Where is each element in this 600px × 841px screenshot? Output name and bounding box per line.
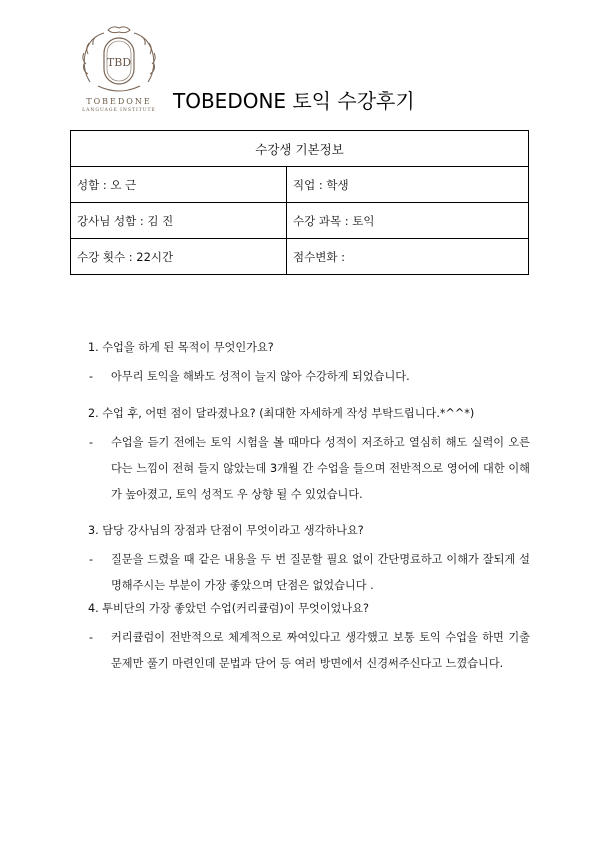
table-row	[71, 239, 529, 275]
student-name-cell: 성함 : 오 근	[71, 167, 287, 203]
table-header-row	[71, 131, 529, 167]
answer-3-text: 질문을 드렸을 때 같은 내용을 두 번 질문할 필요 없이 간단명료하고 이해가 잘되게 설명해주시는 부분이 가장 좋았으며 단점은 없었습니다 .	[111, 553, 530, 592]
logo-name: TOBEDONE	[86, 97, 152, 106]
bullet-dash: -	[89, 436, 94, 449]
score-change-cell: 점수변화 :	[287, 239, 529, 275]
question-4: 4. 투비단의 가장 좋았던 수업(커리큘럼)이 무엇이었나요?	[88, 602, 369, 615]
question-2: 2. 수업 후, 어떤 점이 달라졌나요? (최대한 자세하게 작성 부탁드립니다.*^^*)	[88, 407, 475, 420]
question-3: 3. 담당 강사님의 장점과 단점이 무엇이라고 생각하나요?	[88, 524, 364, 537]
class-hours-cell: 수강 횟수 : 22시간	[71, 239, 287, 275]
answer-4	[80, 625, 530, 677]
crest-icon	[78, 24, 160, 96]
occupation-cell: 직업 : 학생	[287, 167, 529, 203]
student-info-table	[70, 130, 529, 275]
instructor-name-cell: 강사님 성함 : 김 진	[71, 203, 287, 239]
answer-1-text: 아무리 토익을 해봐도 성적이 늘지 않아 수강하게 되었습니다.	[111, 370, 410, 383]
document-title: TOBEDONE 토익 수강후기	[173, 89, 415, 113]
bullet-dash: -	[89, 370, 94, 383]
review-questions	[80, 338, 530, 677]
question-1: 1. 수업을 하게 된 목적이 무엇인가요?	[88, 341, 274, 354]
bullet-dash: -	[89, 553, 94, 566]
bullet-dash: -	[89, 631, 94, 644]
logo-subtitle: LANGUAGE INSTITUTE	[82, 108, 156, 113]
tobedone-logo	[78, 24, 160, 122]
answer-4-text: 커리큘럼이 전반적으로 체계적으로 짜여있다고 생각했고 보통 토익 수업을 하면 기출문제만 풀기 마련인데 문법과 단어 등 여러 방면에서 신경써주신다고 느꼈습니다.	[111, 631, 530, 670]
answer-2-text: 수업을 듣기 전에는 토익 시험을 볼 때마다 성적이 저조하고 열심히 해도 실력이 오른다는 느낌이 전혀 들지 않았는데 3개월 간 수업을 들으며 전반적으로 영어에 대한 이해가 높아졌고, 토익 성적도 우 상향 될 수 있었습니다.	[111, 436, 530, 501]
table-row	[71, 167, 529, 203]
table-header: 수강생 기본정보	[71, 131, 529, 167]
table-row	[71, 203, 529, 239]
logo-monogram: TBD	[106, 56, 132, 69]
answer-2	[80, 430, 530, 508]
answer-3	[80, 547, 530, 599]
course-subject-cell: 수강 과목 : 토익	[287, 203, 529, 239]
answer-1	[80, 364, 530, 390]
